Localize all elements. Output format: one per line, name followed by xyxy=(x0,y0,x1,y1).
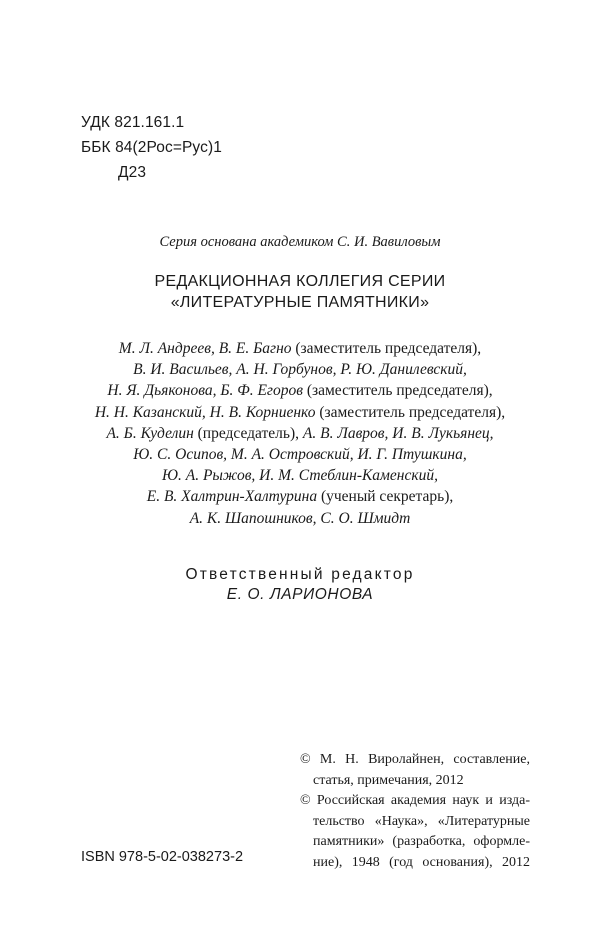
copyright-line: памятники» (разработка, оформле- xyxy=(313,834,530,849)
author-mark: Д23 xyxy=(118,164,147,181)
board-title-line-1: РЕДАКЦИОННАЯ КОЛЛЕГИЯ СЕРИИ xyxy=(154,273,446,290)
board-member-line xyxy=(0,486,600,507)
member-names: М. Л. Андреев, В. Е. Багно xyxy=(118,340,296,357)
bbk-code: ББК 84(2Рос=Рус)1 xyxy=(81,139,222,156)
copyright-line: тельство «Наука», «Литературные xyxy=(313,813,530,829)
board-member-line xyxy=(0,444,600,465)
board-member-line xyxy=(0,423,600,444)
board-member-line xyxy=(0,465,600,486)
board-member-line xyxy=(0,508,600,529)
member-names: Е. В. Халтрин-Халтурина xyxy=(146,488,321,506)
copyright-line: © М. Н. Виролайнен, составление, xyxy=(300,752,530,767)
member-names: А. В. Лавров, И. В. Лукьянец, xyxy=(302,424,494,442)
classification-block xyxy=(81,110,222,185)
member-role: (заместитель председателя), xyxy=(306,382,493,400)
board-member-line xyxy=(0,380,600,401)
board-title-line-2: «ЛИТЕРАТУРНЫЕ ПАМЯТНИКИ» xyxy=(170,294,430,311)
member-names: А. К. Шапошников, С. О. Шмидт xyxy=(189,509,411,527)
copyright-block xyxy=(300,750,530,873)
board-member-line xyxy=(0,338,600,359)
copyright-line: ние), 1948 (год основания), 2012 xyxy=(313,854,530,870)
member-names: А. Б. Куделин xyxy=(106,424,198,442)
editorial-board-members xyxy=(0,338,600,529)
copyright-line: статья, примечания, 2012 xyxy=(313,772,464,788)
udk-code: УДК 821.161.1 xyxy=(81,114,185,131)
member-names: Н. Я. Дьяконова, Б. Ф. Егоров xyxy=(107,382,307,400)
editorial-board-title xyxy=(0,271,600,313)
member-role: (ученый секретарь), xyxy=(320,488,454,506)
responsible-editor-label: Ответственный редактор xyxy=(185,566,415,583)
member-names: В. И. Васильев, А. Н. Горбунов, Р. Ю. Данилевский, xyxy=(133,361,467,379)
board-member-line xyxy=(0,359,600,380)
member-names: Ю. С. Осипов, М. А. Островский, И. Г. Птушкина, xyxy=(133,446,467,464)
member-role: (заместитель председателя), xyxy=(319,403,506,421)
member-role: (заместитель председателя), xyxy=(295,340,482,357)
member-names: Н. Н. Казанский, Н. В. Корниенко xyxy=(94,403,320,421)
member-role: (председатель), xyxy=(197,424,303,442)
copyright-line: © Российская академия наук и изда- xyxy=(300,793,530,808)
member-names: Ю. А. Рыжов, И. М. Стеблин-Каменский, xyxy=(161,467,438,485)
isbn: ISBN 978-5-02-038273-2 xyxy=(81,849,244,865)
board-member-line xyxy=(0,402,600,423)
responsible-editor-name: Е. О. ЛАРИОНОВА xyxy=(226,586,374,603)
series-founder-note: Серия основана академиком С. И. Вавиловым xyxy=(159,234,441,250)
